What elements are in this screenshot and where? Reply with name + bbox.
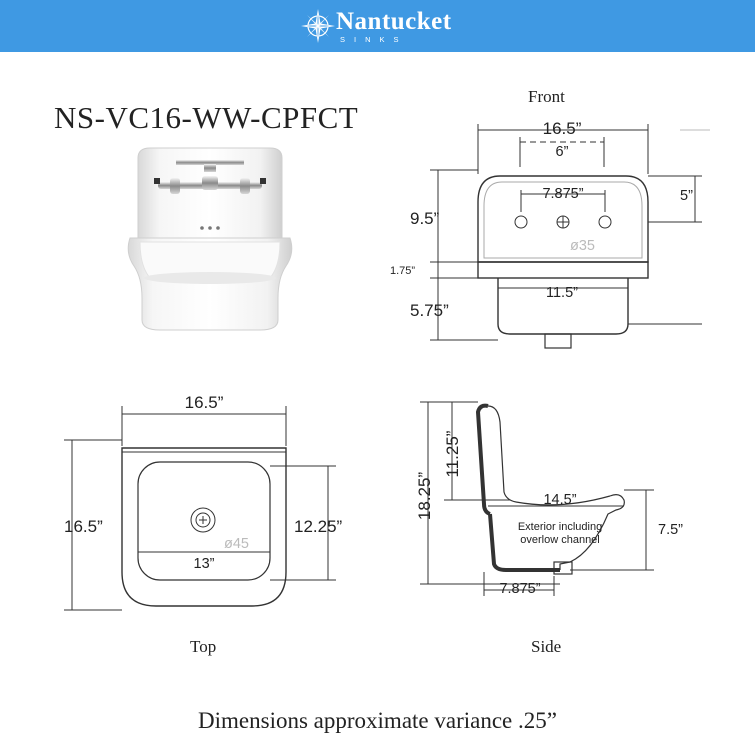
front-width-label: 16.5”: [542, 119, 582, 138]
model-number: NS-VC16-WW-CPFCT: [54, 100, 359, 135]
front-basin-width-label: 11.5”: [546, 285, 578, 301]
brand-name: Nantucket: [336, 8, 452, 35]
top-basin-depth-label: 12.25”: [294, 517, 343, 536]
top-view-drawing: [50, 392, 370, 622]
side-view-drawing: [410, 392, 700, 612]
side-backsplash-height-label: 11.25”: [443, 430, 462, 478]
brand-logo[interactable]: [292, 6, 472, 48]
side-exterior-note-line2: overlow channel: [520, 534, 600, 546]
side-drain-offset-label: 7.875”: [499, 581, 541, 597]
side-view-title: Side: [531, 637, 562, 656]
top-drain-diameter-label: ø45: [224, 536, 249, 552]
front-hole-spacing-label: 7.875”: [542, 186, 584, 202]
front-backsplash-height-label: 9.5”: [410, 209, 440, 228]
side-total-height-label: 18.25”: [415, 471, 434, 521]
front-view-title: Front: [528, 87, 565, 106]
top-basin-width-label: 13”: [193, 556, 215, 572]
product-photo: [110, 138, 310, 338]
front-side-offset-label: 5”: [680, 188, 693, 204]
top-view-title: Top: [190, 637, 217, 656]
front-view-drawing: [390, 112, 720, 362]
front-hole-diameter-label: ø35: [570, 238, 595, 254]
side-exterior-note-line1: Exterior including: [517, 521, 603, 533]
top-width-label: 16.5”: [184, 393, 224, 412]
top-depth-label: 16.5”: [64, 517, 103, 536]
side-exterior-depth-label: 14.5”: [543, 492, 577, 508]
front-lip-height-label: 1.75”: [390, 265, 416, 277]
brand-subtitle: SINKS: [340, 35, 408, 44]
footer-note: Dimensions approximate variance .25”: [198, 708, 557, 733]
front-bowl-depth-label: 5.75”: [410, 301, 449, 320]
side-front-height-label: 7.5”: [658, 522, 683, 538]
header-bar: [0, 0, 755, 52]
front-faucet-spread-label: 6”: [555, 144, 569, 160]
compass-rose-icon: [300, 8, 336, 44]
